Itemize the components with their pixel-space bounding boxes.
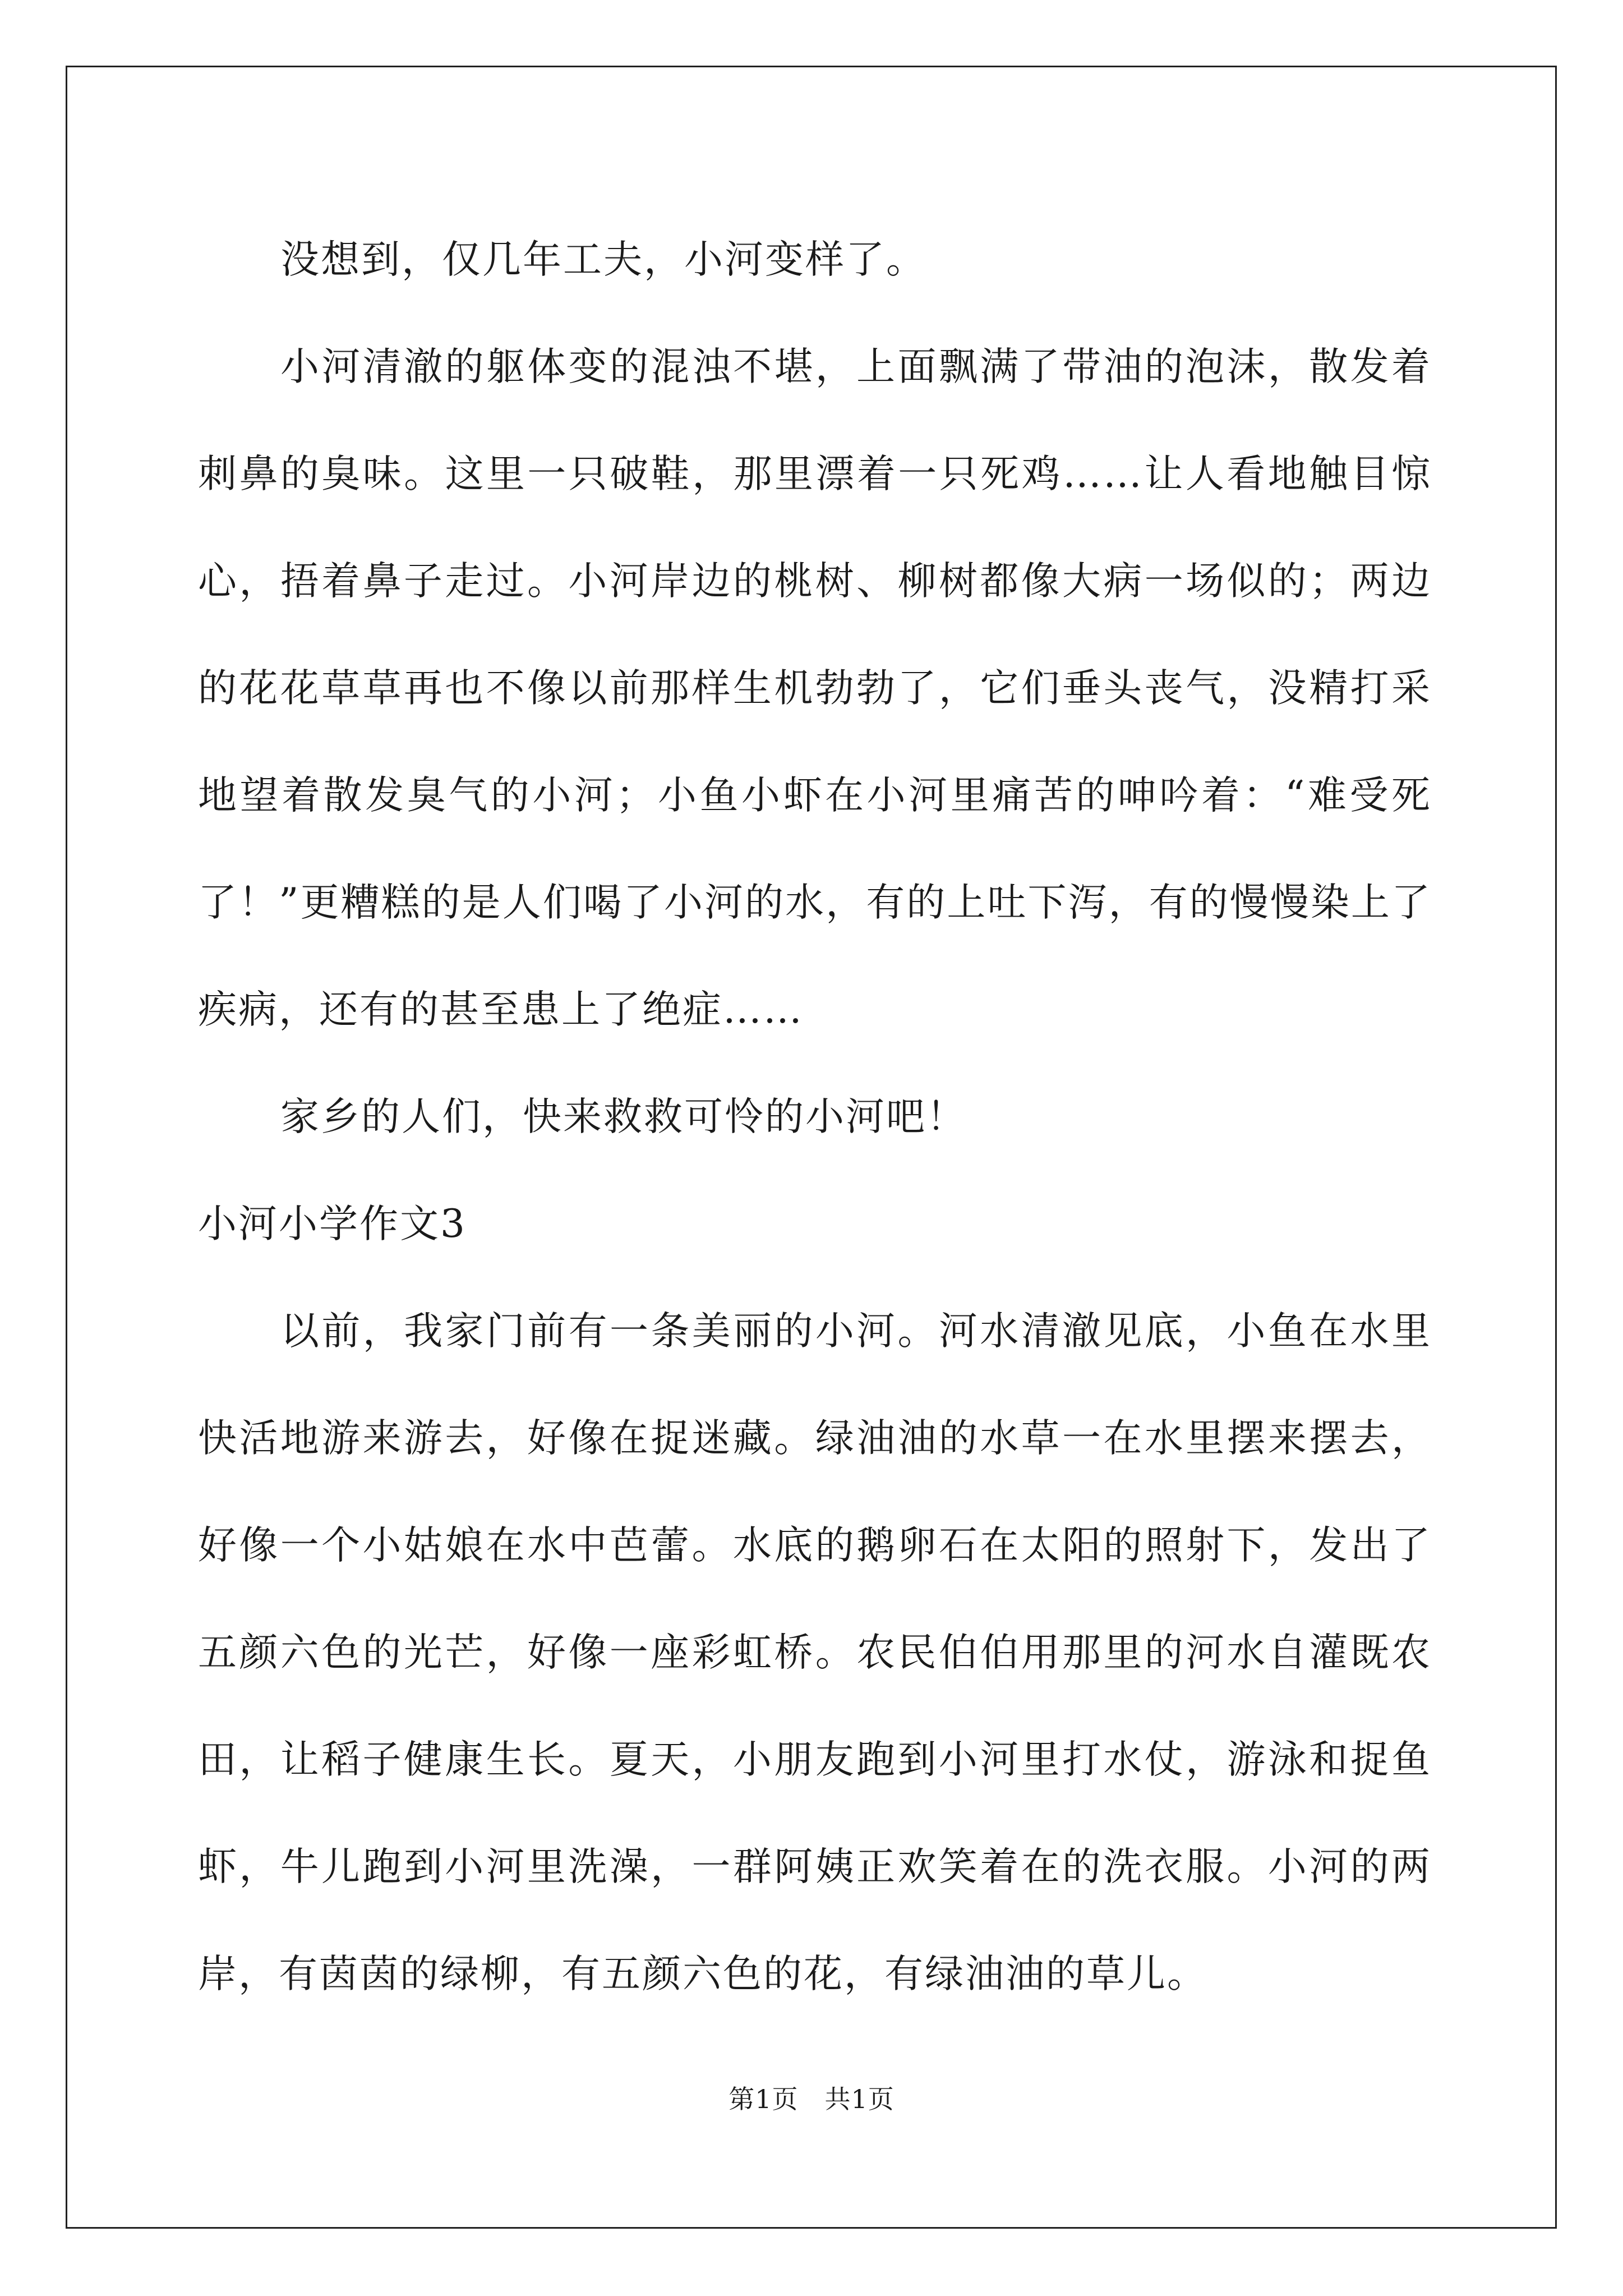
document-body xyxy=(198,206,1432,2028)
paragraph-1: 没想到，仅几年工夫，小河变样了。 xyxy=(280,237,926,282)
section-heading: 小河小学作文3 xyxy=(198,1202,467,1246)
paragraph-4: 以前，我家门前有一条美丽的小河。河水清澈见底，小鱼在水里快活地游来游去，好像在捉迷藏。绿油油的水草一在水里摆来摆去，好像一个小姑娘在水中芭蕾。水底的鹅卵石在太阳的照射下，发出了五颜六色的光芒，好像一座彩虹桥。农民伯伯用那里的河水自灌既农田，让稻子健康生长。夏天，小朋友跑到小河里打水仗，游泳和捉鱼虾，牛儿跑到小河里洗澡，一群阿姨正欢笑着在的洗衣服。小河的两岸，有茵茵的绿柳，有五颜六色的花，有绿油油的草儿。 xyxy=(198,1309,1432,1996)
paragraph-2: 小河清澈的躯体变的混浊不堪，上面飘满了带油的泡沫，散发着刺鼻的臭味。这里一只破鞋，那里漂着一只死鸡……让人看地触目惊心，捂着鼻子走过。小河岸边的桃树、柳树都像大病一场似的；两边的花花草草再也不像以前那样生机勃勃了，它们垂头丧气，没精打采地望着散发臭气的小河；小鱼小虾在小河里痛苦的呻吟着：“难受死了！”更糟糕的是人们喝了小河的水，有的上吐下泻，有的慢慢染上了疾病，还有的甚至患上了绝症…… xyxy=(198,344,1432,1032)
page-footer: 第1页 共1页 xyxy=(728,2084,895,2114)
paragraph-3: 家乡的人们，快来救救可怜的小河吧！ xyxy=(280,1094,967,1139)
